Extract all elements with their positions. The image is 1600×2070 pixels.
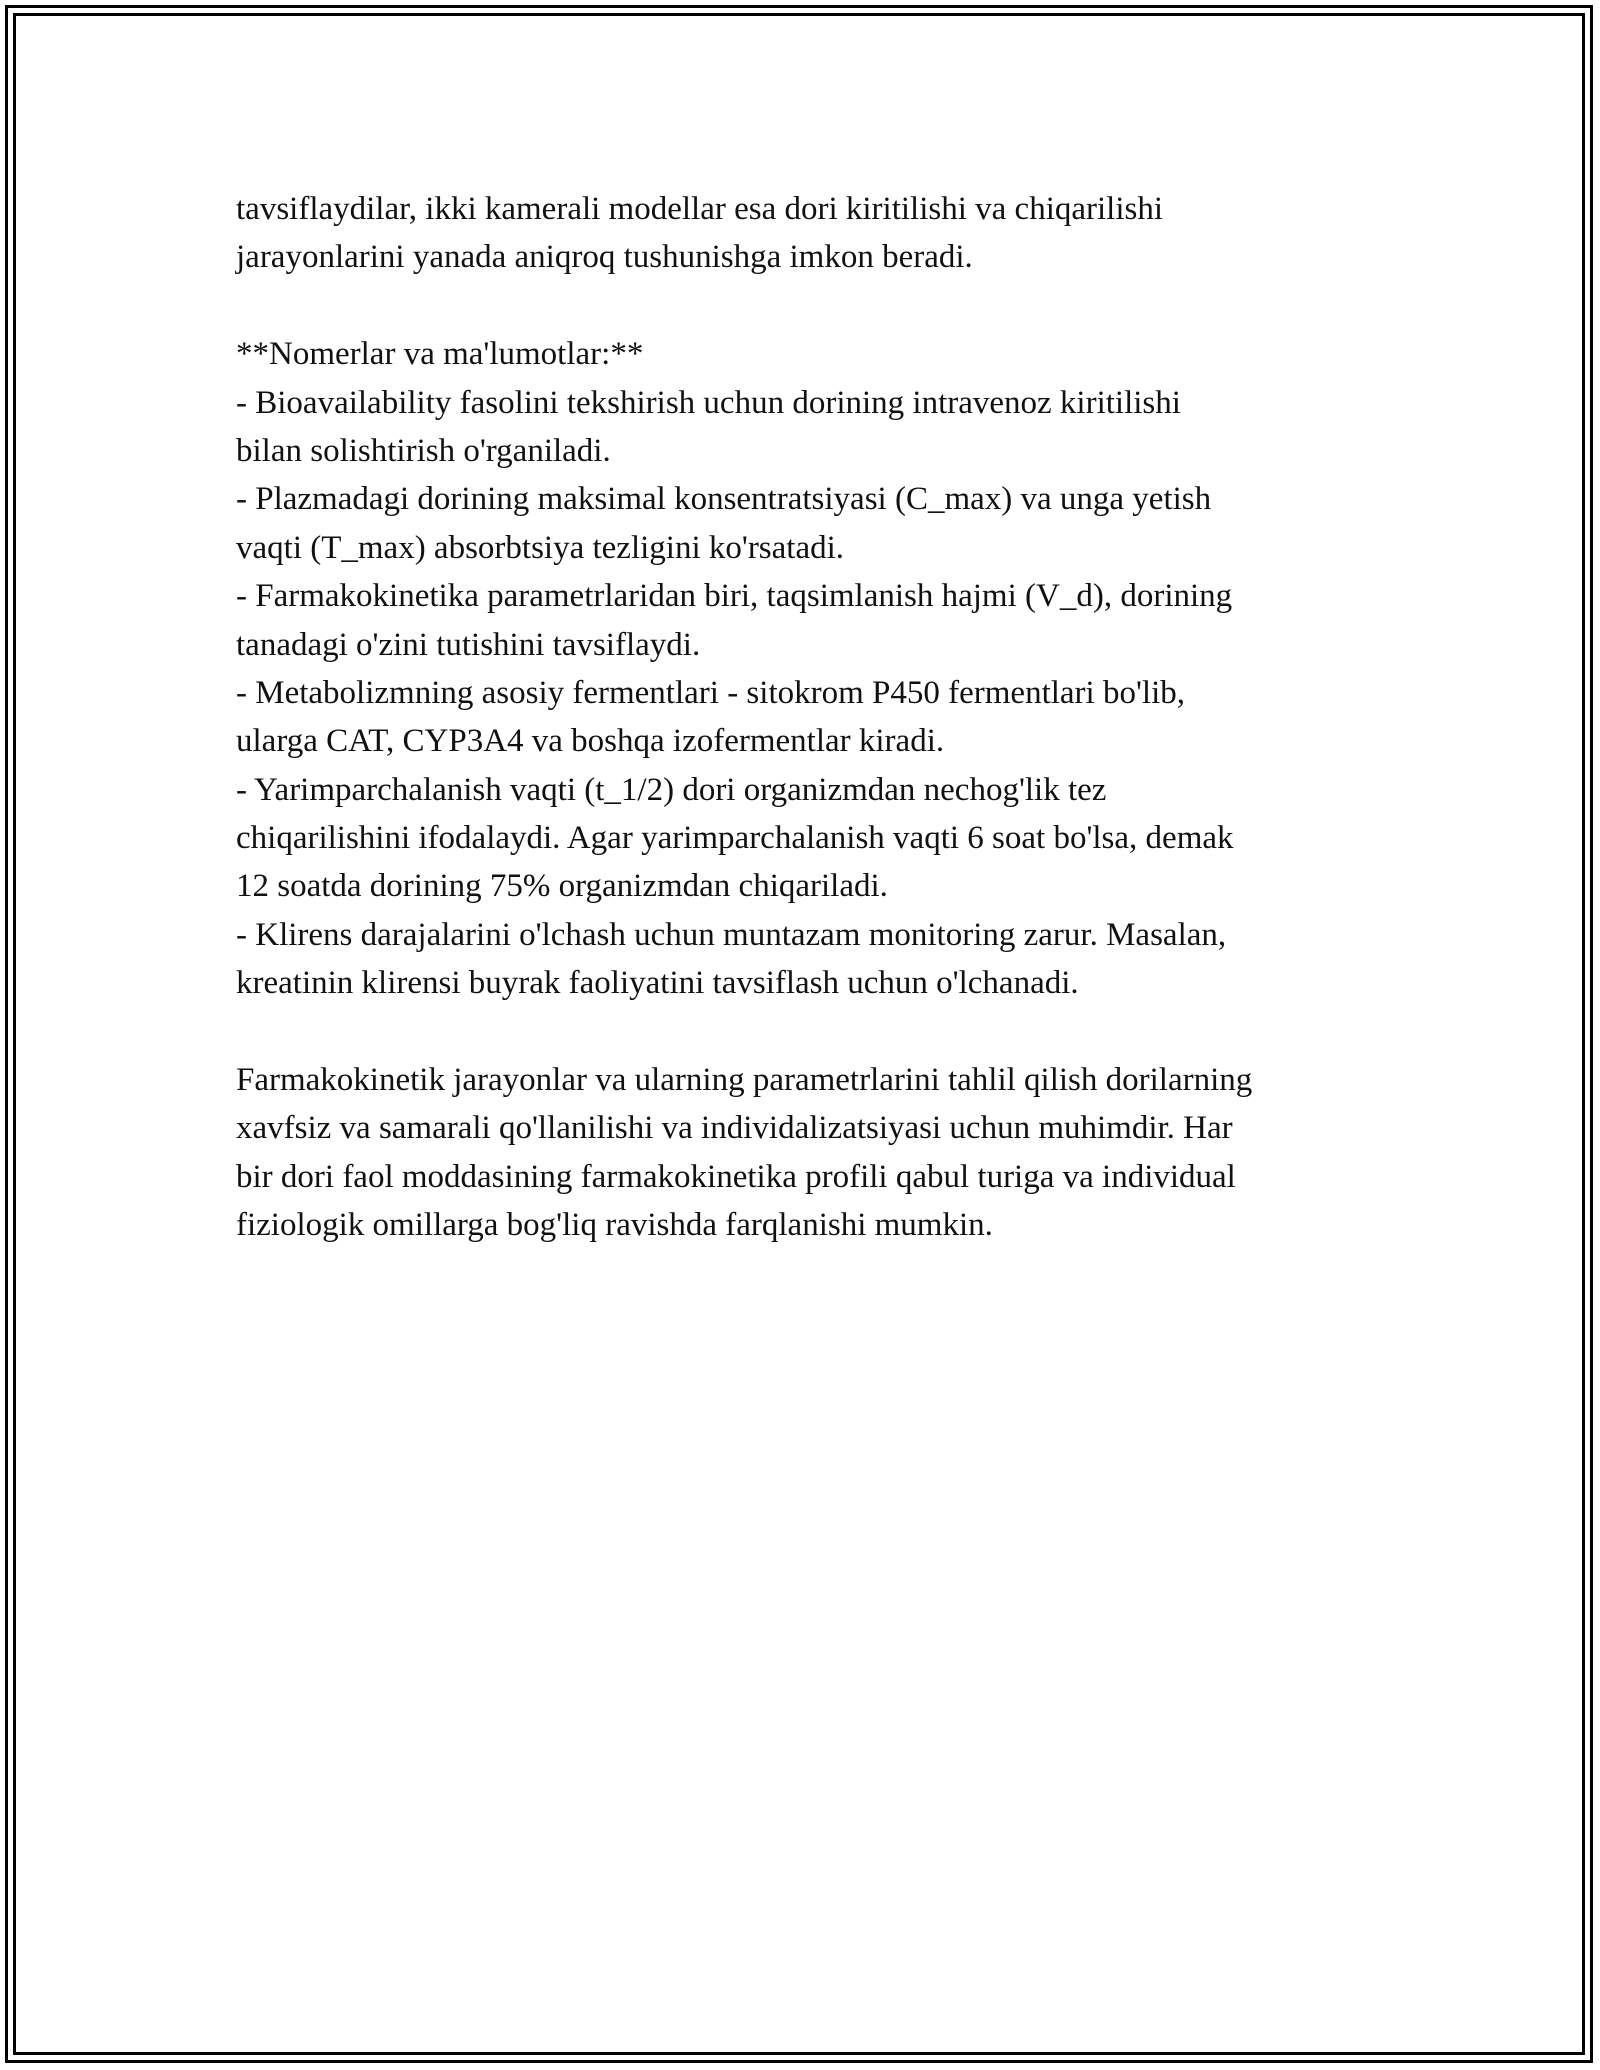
list-item	[236, 379, 1416, 476]
text-line: - Bioavailability fasolini tekshirish uchun dorining intravenoz kiritilishi	[236, 384, 1181, 421]
text-line: tavsiflaydilar, ikki kamerali modellar esa dori kiritilishi va chiqarilishi	[236, 191, 1164, 227]
list-item	[236, 911, 1416, 1008]
text-line: xavfsiz va samarali qo'llanilishi va individalizatsiyasi uchun muhimdir. Har	[236, 1110, 1233, 1147]
paragraph-spacer	[236, 1008, 1416, 1056]
text-line: - Farmakokinetika parametrlaridan biri, taqsimlanish hajmi (V_d), dorining	[236, 578, 1233, 615]
text-line: vaqti (T_max) absorbtsiya tezligini ko'rsatadi.	[236, 529, 845, 566]
text-line: fiziologik omillarga bog'liq ravishda farqlanishi mumkin.	[236, 1207, 993, 1244]
list-item	[236, 669, 1416, 766]
text-line: chiqarilishini ifodalaydi. Agar yarimparchalanish vaqti 6 soat bo'lsa, demak	[236, 820, 1234, 857]
text-line: ularga CAT, CYP3A4 va boshqa izofermentlar kiradi.	[236, 723, 945, 760]
text-line: - Plazmadagi dorining maksimal konsentratsiyasi (C_max) va unga yetish	[236, 481, 1212, 518]
text-line: - Metabolizmning asosiy fermentlari - sitokrom P450 fermentlari bo'lib,	[236, 674, 1185, 711]
text-line: - Klirens darajalarini o'lchash uchun muntazam monitoring zarur. Masalan,	[236, 916, 1227, 953]
text-line: - Yarimparchalanish vaqti (t_1/2) dori organizmdan nechog'lik tez	[236, 771, 1107, 808]
text-line: Farmakokinetik jarayonlar va ularning parametrlarini tahlil qilish dorilarning	[236, 1062, 1253, 1099]
list-item	[236, 572, 1416, 669]
bullet-list	[236, 379, 1416, 1008]
text-line: jarayonlarini yanada aniqroq tushunishga imkon beradi.	[236, 239, 973, 276]
conclusion-paragraph	[236, 1056, 1416, 1250]
text-line: kreatinin klirensi buyrak faoliyatini tavsiflash uchun o'lchanadi.	[236, 965, 1079, 1002]
text-line: bir dori faol moddasining farmakokinetika profili qabul turiga va individual	[236, 1158, 1236, 1195]
list-item	[236, 766, 1416, 911]
list-item	[236, 475, 1416, 572]
text-line: bilan solishtirish o'rganiladi.	[236, 432, 611, 469]
section-heading: **Nomerlar va ma'lumotlar:**	[236, 336, 644, 373]
paragraph-spacer	[236, 282, 1416, 330]
document-body	[236, 185, 1416, 1250]
intro-paragraph	[236, 185, 1416, 282]
text-line: tanadagi o'zini tutishini tavsiflaydi.	[236, 626, 701, 663]
text-line: 12 soatda dorining 75% organizmdan chiqariladi.	[236, 868, 888, 905]
